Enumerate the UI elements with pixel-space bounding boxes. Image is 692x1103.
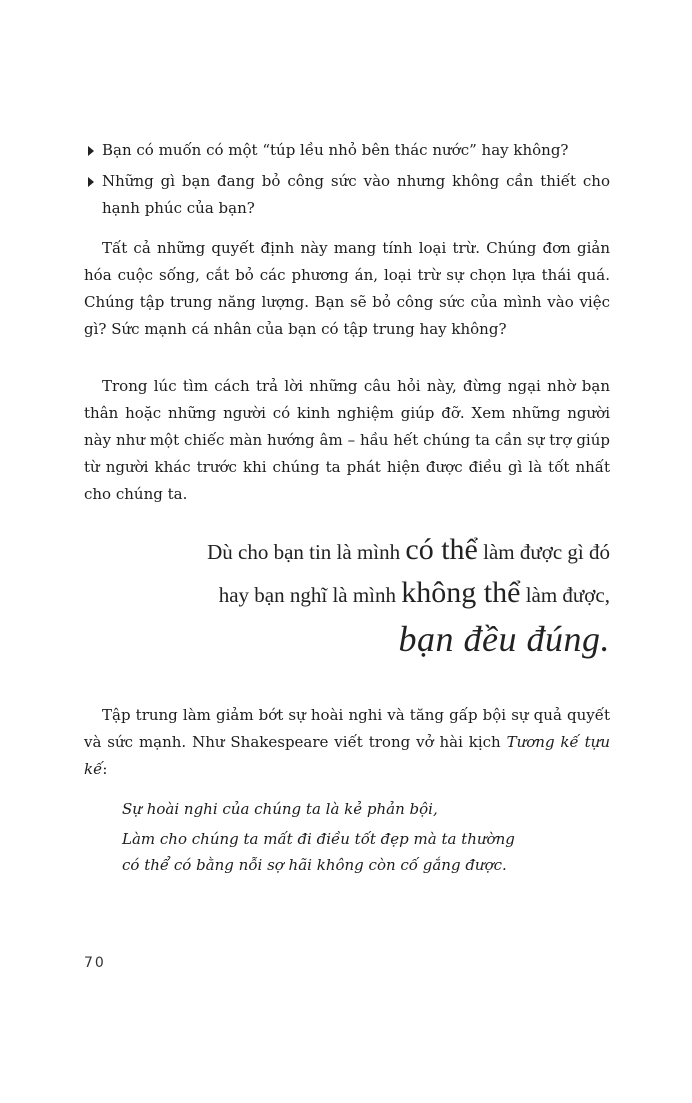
pull-quote-conclusion: bạn đều đúng. (398, 619, 610, 659)
play-title: Tương kế tựu kế (84, 733, 610, 778)
bullet-item (84, 137, 610, 164)
pull-quote-emphasis: không thể (401, 576, 521, 609)
paragraph (84, 702, 610, 783)
pull-quote-text: Dù cho bạn tin là mình (207, 540, 406, 564)
pull-quote-text: hay bạn nghĩ là mình (218, 583, 402, 607)
pull-quote-text: làm được gì đó (477, 540, 610, 564)
pull-quote-emphasis: có thể (405, 533, 478, 566)
bullet-item (84, 168, 610, 222)
pull-quote-line (219, 576, 610, 610)
bullet-text: Bạn có muốn có một “túp lều nhỏ bên thác nước” hay không? (102, 141, 569, 159)
paragraph: Tất cả những quyết định này mang tính loại trừ. Chúng đơn giản hóa cuộc sống, cắt bỏ các phương án, loại trừ sự chọn lựa thái quá. Chúng tập trung năng lượng. Bạn sẽ bỏ công sức của mình vào việc gì? Sức mạnh cá nhân của bạn có tập trung hay không? (84, 239, 610, 338)
pull-quote-line (207, 533, 610, 567)
paragraph: Trong lúc tìm cách trả lời những câu hỏi này, đừng ngại nhờ bạn thân hoặc những người có kinh nghiệm giúp đỡ. Xem những người này như một chiếc màn hướng âm – hầu hết chúng ta cần sự trợ giúp từ người khác trước khi chúng ta phát hiện được điều gì là tốt nhất cho chúng ta. (84, 377, 610, 503)
triangle-bullet-icon (88, 177, 94, 187)
pull-quote-text: làm được, (520, 583, 610, 607)
verse-line: có thể có bằng nỗi sợ hãi không còn cố gắng được. (122, 856, 507, 874)
page-number: 70 (84, 955, 106, 971)
paragraph-text: : (102, 760, 108, 778)
book-page (84, 0, 610, 1103)
triangle-bullet-icon (88, 146, 94, 156)
paragraph-text: Tập trung làm giảm bớt sự hoài nghi và tăng gấp bội sự quả quyết và sức mạnh. Như Shakespeare viết trong vở hài kịch (84, 706, 610, 751)
verse-line: Sự hoài nghi của chúng ta là kẻ phản bội, (122, 800, 438, 818)
bullet-text: Những gì bạn đang bỏ công sức vào nhưng không cần thiết cho hạnh phúc của bạn? (102, 172, 610, 217)
verse-line: Làm cho chúng ta mất đi điều tốt đẹp mà ta thường (122, 830, 515, 848)
